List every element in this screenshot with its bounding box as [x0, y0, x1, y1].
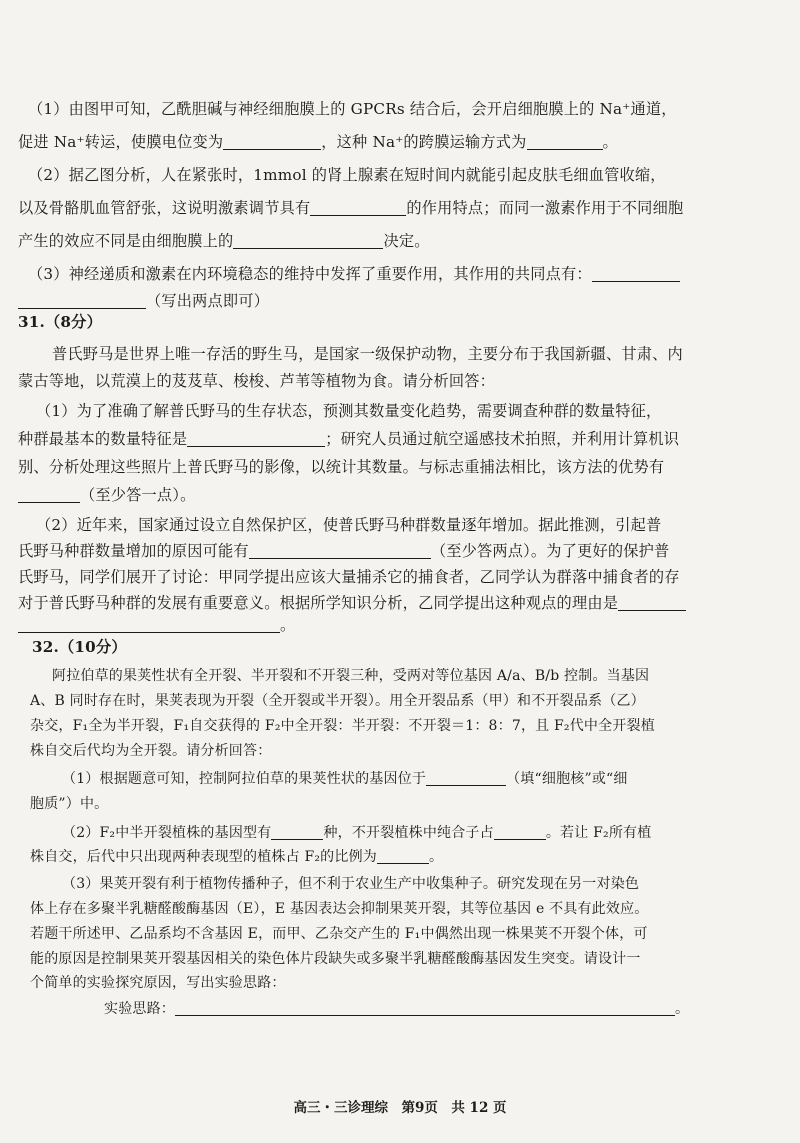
answer-blank[interactable]	[310, 199, 406, 216]
answer-blank[interactable]	[592, 265, 680, 282]
q31-part1-line4: （至少答一点）。	[18, 484, 196, 506]
q32-part1-line2: 胞质”）中。	[30, 796, 109, 812]
q32-part3-line4: 能的原因是控制果荚开裂基因相关的染色体片段缺失或多聚半乳糖醛酸酶基因发生突变。请设计一	[30, 951, 641, 967]
q32-part1-line1: （1）根据题意可知，控制阿拉伯草的果荚性状的基因位于 （填“细胞核”或“细	[62, 771, 628, 787]
answer-blank[interactable]	[494, 823, 546, 840]
q32-intro-line1: 阿拉伯草的果荚性状有全开裂、半开裂和不开裂三种，受两对等位基因 A/a、B/b 控制。当基因	[52, 668, 650, 684]
page-footer: 高三・三诊理综 第9页 共 12 页	[293, 1100, 507, 1116]
q31-part2-line5: 。	[18, 614, 295, 636]
q31-part2-line2: 氏野马种群数量增加的原因可能有 （至少答两点）。为了更好的保护普	[18, 542, 670, 560]
q31-part2-line4: 对于普氏野马种群的发展有重要意义。根据所学知识分析，乙同学提出这种观点的理由是	[18, 592, 686, 614]
q30-part1-line1: （1）由图甲可知，乙酰胆碱与神经细胞膜上的 GPCRs 结合后，会开启细胞膜上的 Na⁺通道，	[28, 100, 677, 118]
answer-blank[interactable]	[271, 823, 323, 840]
q32-intro-line2: A、B 同时存在时，果荚表现为开裂（全开裂或半开裂）。用全开裂品系（甲）和不开裂品系（乙）	[30, 693, 645, 709]
q31-part2-line1: （2）近年来，国家通过设立自然保护区，使普氏野马种群数量逐年增加。据此推测，引起普	[36, 516, 662, 534]
answer-blank[interactable]	[426, 769, 506, 786]
answer-blank[interactable]	[618, 594, 686, 611]
answer-blank[interactable]	[233, 232, 383, 249]
answer-blank[interactable]	[175, 999, 675, 1016]
q32-part3-line6: 实验思路： 。	[104, 1001, 690, 1017]
q31-part1-line3: 别、分析处理这些照片上普氏野马的影像，以统计其数量。与标志重捕法相比，该方法的优势有	[18, 458, 665, 476]
q31-part1-line2: 种群最基本的数量特征是 ；研究人员通过航空遥感技术拍照，并利用计算机识	[18, 430, 680, 448]
answer-blank[interactable]	[377, 847, 429, 864]
q32-header: 32.（10分）	[32, 638, 127, 656]
q32-part2-line1: （2）F₂中半开裂植株的基因型有 种，不开裂植株中纯合子占 。若让 F₂所有植	[62, 825, 652, 841]
q30-part3-line2: （写出两点即可）	[18, 290, 269, 312]
q31-header: 31.（8分）	[18, 313, 102, 331]
q32-intro-line3: 杂交，F₁全为半开裂，F₁自交获得的 F₂中全开裂：半开裂：不开裂＝1：8：7，且 F₂代中全开裂植	[30, 718, 655, 734]
q30-part3-line1: （3）神经递质和激素在内环境稳态的维持中发挥了重要作用，其作用的共同点有：	[28, 263, 680, 285]
answer-blank[interactable]	[223, 133, 321, 150]
q31-intro-line2: 蒙古等地，以荒漠上的芨芨草、梭梭、芦苇等植物为食。请分析回答：	[18, 372, 496, 390]
q32-intro-line4: 株自交后代均为全开裂。请分析回答：	[30, 743, 272, 759]
answer-blank[interactable]	[187, 430, 325, 447]
q32-part3-line5: 个简单的实验探究原因，写出实验思路：	[30, 975, 286, 991]
q32-part3-line3: 若题干所述甲、乙品系均不含基因 E，而甲、乙杂交产生的 F₁中偶然出现一株果荚不开裂个体，可	[30, 926, 648, 942]
q31-part1-line1: （1）为了准确了解普氏野马的生存状态，预测其数量变化趋势，需要调查种群的数量特征，	[36, 402, 662, 420]
q32-part3-line2: 体上存在多聚半乳糖醛酸酶基因（E），E 基因表达会抑制果荚开裂，其等位基因 e 不具有此效应。	[30, 901, 649, 917]
answer-blank[interactable]	[527, 133, 603, 150]
q32-part2-line2: 株自交，后代中只出现两种表现型的植株占 F₂的比例为 。	[30, 849, 444, 865]
q31-part2-line3: 氏野马，同学们展开了讨论：甲同学提出应该大量捕杀它的捕食者，乙同学认为群落中捕食者的存	[18, 568, 680, 586]
q31-intro-line1: 普氏野马是世界上唯一存活的野生马，是国家一级保护动物，主要分布于我国新疆、甘肃、内	[52, 345, 683, 363]
q30-part2-line3: 产生的效应不同是由细胞膜上的 决定。	[18, 232, 430, 250]
answer-blank[interactable]	[18, 486, 80, 503]
answer-blank[interactable]	[18, 616, 280, 633]
q32-part3-line1: （3）果荚开裂有利于植物传播种子，但不利于农业生产中收集种子。研究发现在另一对染色	[62, 876, 640, 892]
q30-part2-line2: 以及骨骼肌血管舒张，这说明激素调节具有 的作用特点；而同一激素作用于不同细胞	[18, 199, 684, 217]
answer-blank[interactable]	[249, 542, 431, 559]
answer-blank[interactable]	[18, 292, 146, 309]
q30-part1-line2: 促进 Na⁺转运，使膜电位变为 ，这种 Na⁺的跨膜运输方式为 。	[18, 133, 618, 151]
q30-part2-line1: （2）据乙图分析，人在紧张时，1mmol 的肾上腺素在短时间内就能引起皮肤毛细血管收缩，	[28, 166, 666, 184]
